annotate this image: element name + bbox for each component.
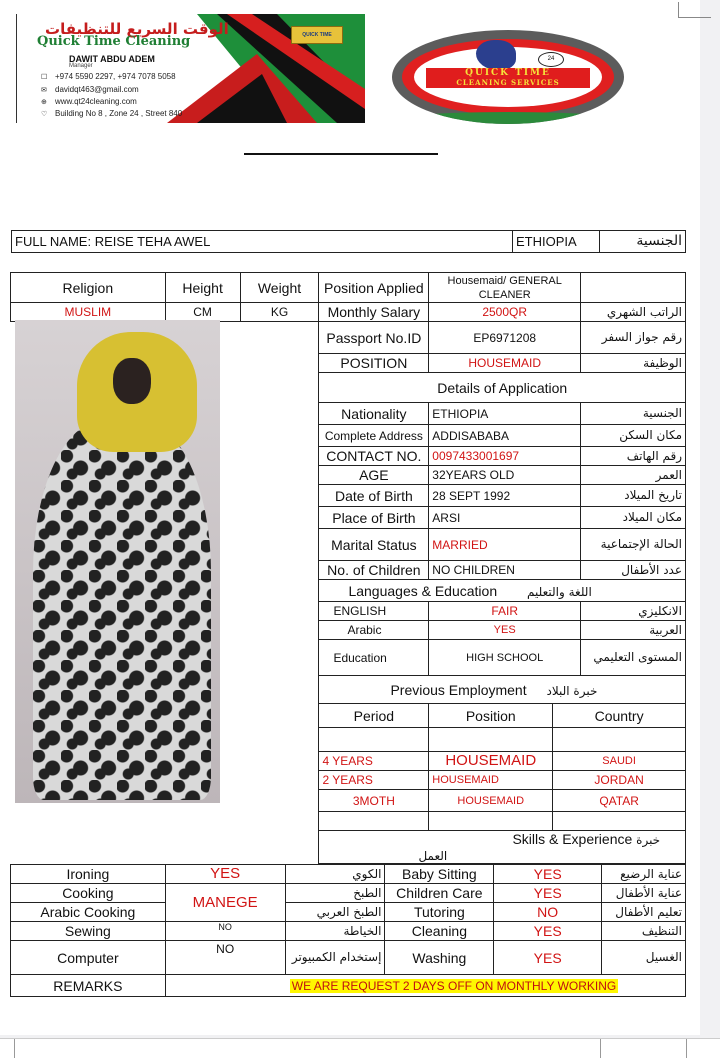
sewing-arabic: الخياطة xyxy=(285,922,385,941)
card-phone: ☐ +974 5590 2297, +974 7078 5058 xyxy=(41,72,176,81)
candidate-photo xyxy=(15,320,220,803)
children-label: No. of Children xyxy=(319,561,429,580)
children-care-arabic: عناية الأطفال xyxy=(602,884,686,903)
logo-text: QUICK TIME CLEANING SERVICES xyxy=(426,68,590,88)
card-website: ⊕ www.qt24cleaning.com xyxy=(41,97,137,106)
company-english-name: Quick Time Cleaning xyxy=(37,34,191,49)
marital-arabic: الحالة الإجتماعية xyxy=(581,529,686,561)
position-arabic: الوظيفة xyxy=(581,354,686,373)
employment-title: Previous Employment xyxy=(390,681,527,698)
passport-value: EP6971208 xyxy=(429,322,581,354)
marital-value: MARRIED xyxy=(429,529,581,561)
english-label: ENGLISH xyxy=(319,602,429,621)
address-value: ADDISABABA xyxy=(429,425,581,447)
employment-arabic: خبرة البلاد xyxy=(546,683,598,698)
country-header: Country xyxy=(553,704,686,728)
computer-label: Computer xyxy=(11,941,166,975)
languages-title: Languages & Education xyxy=(348,582,498,599)
education-label: Education xyxy=(319,640,429,676)
address-arabic: مكان السكن xyxy=(581,425,686,447)
monthly-salary-value: 2500QR xyxy=(429,303,581,322)
position-applied-value: Housemaid/ GENERAL CLEANER xyxy=(429,273,581,303)
height-value: CM xyxy=(165,303,240,322)
weight-header: Weight xyxy=(240,273,319,303)
header-underline xyxy=(244,153,438,155)
employment-row: 2 YEARS HOUSEMAID JORDAN xyxy=(11,771,686,790)
height-header: Height xyxy=(165,273,240,303)
arabic-label: Arabic xyxy=(319,621,429,640)
arabic-value: YES xyxy=(429,621,581,640)
position-value: HOUSEMAID xyxy=(429,354,581,373)
baby-sitting-label: Baby Sitting xyxy=(385,865,494,884)
languages-arabic: اللغة والتعليم xyxy=(527,584,592,599)
contact-arabic: رقم الهاتف xyxy=(581,447,686,466)
skills-arabic: خبرة العمل xyxy=(418,833,661,863)
card-badge: QUICK TIME xyxy=(291,26,343,44)
children-care-label: Children Care xyxy=(385,884,494,903)
sewing-value: NO xyxy=(165,922,285,941)
nationality-arabic: الجنسية xyxy=(600,231,686,253)
tutoring-label: Tutoring xyxy=(385,903,494,922)
address-label: Complete Address xyxy=(319,425,429,447)
languages-title-row xyxy=(319,580,686,602)
skills-title-row xyxy=(319,831,686,864)
contact-label: CONTACT NO. xyxy=(319,447,429,466)
arabic-arabic: العربية xyxy=(581,621,686,640)
washing-label: Washing xyxy=(385,941,494,975)
dob-label: Date of Birth xyxy=(319,485,429,507)
dob-value: 28 SEPT 1992 xyxy=(429,485,581,507)
ironing-label: Ironing xyxy=(11,865,166,884)
cleaning-label: Cleaning xyxy=(385,922,494,941)
cooking-value: MANEGE xyxy=(165,884,285,922)
manager-name: DAWIT ABDU ADEM xyxy=(69,54,155,64)
name-table xyxy=(11,230,686,253)
cooking-arabic: الطبخ xyxy=(285,884,385,903)
baby-sitting-value: YES xyxy=(494,865,602,884)
skills-title: Skills & Experience xyxy=(512,831,633,847)
remarks-text: WE ARE REQUEST 2 DAYS OFF ON MONTHLY WORKING xyxy=(291,979,617,993)
cleaning-arabic: التنظيف xyxy=(602,922,686,941)
religion-header: Religion xyxy=(11,273,166,303)
education-arabic: المستوى التعليمي xyxy=(581,640,686,676)
logo-24-badge: 24 xyxy=(538,52,564,67)
monthly-salary-arabic: الراتب الشهري xyxy=(581,303,686,322)
card-email: ✉ davidqt463@gmail.com xyxy=(41,85,139,94)
weight-value: KG xyxy=(240,303,319,322)
employment-title-row xyxy=(319,676,686,704)
company-logo xyxy=(392,30,624,124)
passport-arabic: رقم جواز السفر xyxy=(581,322,686,354)
details-title: Details of Application xyxy=(319,373,686,403)
manager-role: Manager xyxy=(69,63,93,69)
page-corner-mark xyxy=(678,2,711,18)
skills-table xyxy=(10,864,686,997)
nationality-label: Nationality xyxy=(319,403,429,425)
washing-value: YES xyxy=(494,941,602,975)
globe-icon: ⊕ xyxy=(41,99,47,106)
children-value: NO CHILDREN xyxy=(429,561,581,580)
emp-position-header: Position xyxy=(429,704,553,728)
detail-nationality-value: ETHIOPIA xyxy=(429,403,581,425)
age-label: AGE xyxy=(319,466,429,485)
education-value: HIGH SCHOOL xyxy=(429,640,581,676)
sewing-label: Sewing xyxy=(11,922,166,941)
business-card xyxy=(16,14,365,123)
children-care-value: YES xyxy=(494,884,602,903)
location-icon: ♡ xyxy=(41,111,48,118)
pob-value: ARSI xyxy=(429,507,581,529)
ironing-value: YES xyxy=(165,865,285,884)
passport-label: Passport No.ID xyxy=(319,322,429,354)
cleaner-figure-icon xyxy=(476,40,516,70)
contact-value: 0097433001697 xyxy=(429,447,581,466)
employment-row: 4 YEARS HOUSEMAID SAUDI xyxy=(11,752,686,771)
ironing-arabic: الكوي xyxy=(285,865,385,884)
cleaning-value: YES xyxy=(494,922,602,941)
position-applied-header: Position Applied xyxy=(319,273,429,303)
position-label: POSITION xyxy=(319,354,429,373)
computer-arabic: إستخدام الكمبيوتر xyxy=(285,941,385,975)
card-address: ♡ Building No 8 , Zone 24 , Street 840 xyxy=(41,109,183,118)
age-value: 32YEARS OLD xyxy=(429,466,581,485)
marital-label: Marital Status xyxy=(319,529,429,561)
remarks-label: REMARKS xyxy=(11,975,166,997)
period-header: Period xyxy=(319,704,429,728)
tutoring-value: NO xyxy=(494,903,602,922)
cooking-label: Cooking xyxy=(11,884,166,903)
company-arabic-name: الوقت السريع للتنظيفات xyxy=(45,20,229,38)
monthly-salary-label: Monthly Salary xyxy=(319,303,429,322)
detail-nationality-arabic: الجنسية xyxy=(581,403,686,425)
english-arabic: الانكليزي xyxy=(581,602,686,621)
age-arabic: العمر xyxy=(581,466,686,485)
full-name: FULL NAME: REISE TEHA AWEL xyxy=(12,231,513,253)
mail-icon: ✉ xyxy=(41,87,47,94)
english-value: FAIR xyxy=(429,602,581,621)
nationality-value: ETHIOPIA xyxy=(513,231,600,253)
pob-label: Place of Birth xyxy=(319,507,429,529)
washing-arabic: الغسيل xyxy=(602,941,686,975)
dob-arabic: تاريخ الميلاد xyxy=(581,485,686,507)
next-page-edge xyxy=(0,1038,720,1058)
tutoring-arabic: تعليم الأطفال xyxy=(602,903,686,922)
arabic-cooking-arabic: الطبخ العربي xyxy=(285,903,385,922)
computer-value: NO xyxy=(165,941,285,975)
remarks-cell xyxy=(165,975,685,997)
phone-icon: ☐ xyxy=(41,74,48,81)
children-arabic: عدد الأطفال xyxy=(581,561,686,580)
baby-sitting-arabic: عناية الرضيع xyxy=(602,865,686,884)
pob-arabic: مكان الميلاد xyxy=(581,507,686,529)
religion-value: MUSLIM xyxy=(11,303,166,322)
employment-row: 3MOTH HOUSEMAID QATAR xyxy=(11,790,686,812)
arabic-cooking-label: Arabic Cooking xyxy=(11,903,166,922)
